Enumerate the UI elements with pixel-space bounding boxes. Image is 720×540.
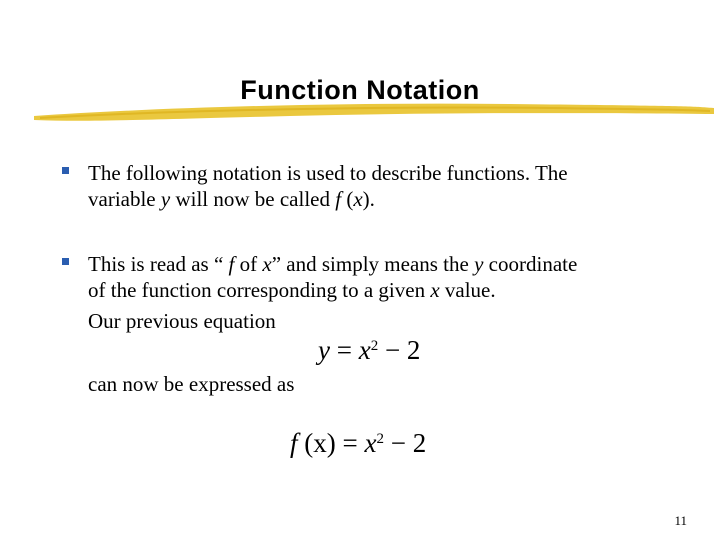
text-run: value.: [439, 278, 496, 302]
bullet-2-text: [88, 251, 688, 334]
bullet-2-line-1: [88, 251, 688, 277]
text-run: will now be called: [170, 187, 336, 211]
equation-y-equals-x-squared-minus-2: [318, 335, 420, 365]
text-run: ).: [362, 187, 375, 211]
bullet-2-line-2: [88, 277, 688, 303]
equation-f-of-x-equals-x-squared-minus-2: [290, 428, 426, 458]
text-run: coordinate: [483, 252, 578, 276]
text-run: of: [234, 252, 263, 276]
text-run: f: [228, 252, 235, 276]
equation-term: − 2: [383, 428, 427, 458]
bullet-icon: [62, 167, 69, 174]
equation-term: (x): [297, 428, 336, 458]
text-run: f: [335, 187, 342, 211]
bullet-2-line-3: Our previous equation: [88, 309, 276, 333]
equation-term: − 2: [378, 335, 421, 365]
bullet-2-line-4: can now be expressed as: [88, 372, 295, 396]
text-run: (: [341, 187, 354, 211]
equation-term: =: [329, 335, 359, 365]
text-run: y: [474, 252, 484, 276]
text-run: of the function corresponding to a given: [88, 278, 431, 302]
text-run: x: [353, 187, 363, 211]
bullet-icon: [62, 258, 69, 265]
equation-exponent: 2: [376, 431, 384, 447]
text-run: This is read as “: [88, 252, 229, 276]
equation-term: x: [364, 428, 377, 458]
text-run: x: [430, 278, 440, 302]
bullet-1-line-1: The following notation is used to describe functions. The: [88, 161, 568, 185]
bullet-1-line-2: [88, 186, 688, 212]
equation-term: x: [358, 335, 371, 365]
text-run: ” and simply means the: [271, 252, 475, 276]
text-run: variable: [88, 187, 161, 211]
equation-term: =: [335, 428, 365, 458]
bullet-1-text: [88, 160, 688, 212]
equation-term: y: [318, 335, 330, 365]
page-number: 11: [674, 513, 687, 528]
slide-title: Function Notation: [240, 75, 480, 105]
text-run: x: [262, 252, 272, 276]
text-run: y: [160, 187, 171, 211]
equation-exponent: 2: [370, 338, 379, 354]
equation-term: f: [290, 428, 298, 458]
